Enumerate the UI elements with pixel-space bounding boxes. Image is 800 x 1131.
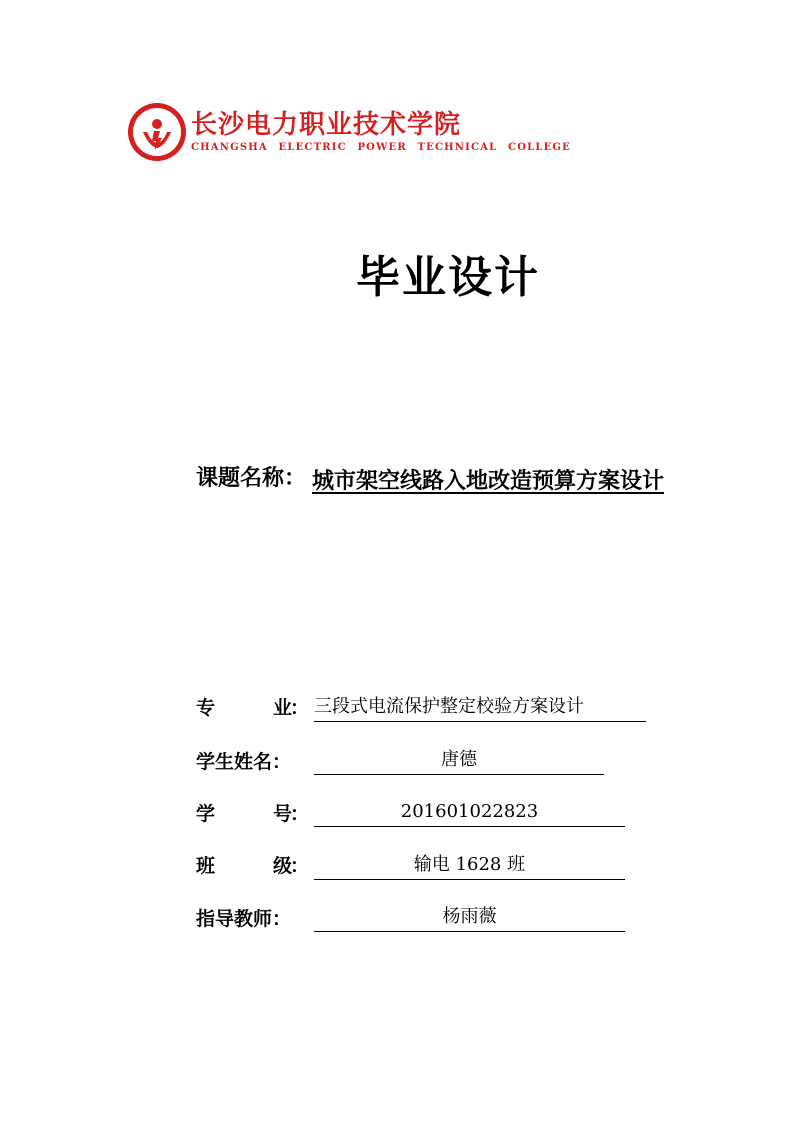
topic-label: 课题名称： xyxy=(196,466,307,491)
major-label-chars xyxy=(196,694,292,722)
student-id-label-char-2: 号 xyxy=(272,803,292,825)
document-title: 毕业设计 xyxy=(356,252,540,303)
school-emblem-icon xyxy=(127,102,187,162)
school-name-cn: 长沙电力职业技术学院 xyxy=(191,110,462,140)
student-id-label-colon: ： xyxy=(290,803,310,825)
class-label-chars xyxy=(196,852,292,880)
class-label xyxy=(196,852,310,880)
school-logo xyxy=(127,102,571,166)
student-name-label: 学生姓名： xyxy=(196,751,292,773)
advisor-label: 指导教师： xyxy=(196,908,292,930)
major-label-colon: ： xyxy=(290,697,310,719)
student-id-value: 201601022823 xyxy=(314,798,625,827)
school-name-en: CHANGSHA ELECTRIC POWER TECHNICAL COLLEGE xyxy=(191,142,571,153)
student-id-label-char-1: 学 xyxy=(196,803,216,825)
student-id-label-chars xyxy=(196,800,292,828)
major-label xyxy=(196,694,310,722)
topic-value: 城市架空线路入地改造预算方案设计 xyxy=(312,469,665,494)
student-id-label xyxy=(196,800,310,828)
advisor-value: 杨雨薇 xyxy=(314,903,625,932)
major-label-char-1: 专 xyxy=(196,697,216,719)
emblem-arc-text: 长沙电力职业技术学院 xyxy=(133,110,179,135)
class-label-colon: ： xyxy=(290,855,310,877)
student-name-value: 唐德 xyxy=(314,746,604,775)
major-label-char-2: 业 xyxy=(272,697,292,719)
class-label-char-1: 班 xyxy=(196,855,216,877)
major-value: 三段式电流保护整定校验方案设计 xyxy=(314,693,646,722)
class-label-char-2: 级 xyxy=(272,855,292,877)
class-value: 输电 1628 班 xyxy=(314,851,625,880)
